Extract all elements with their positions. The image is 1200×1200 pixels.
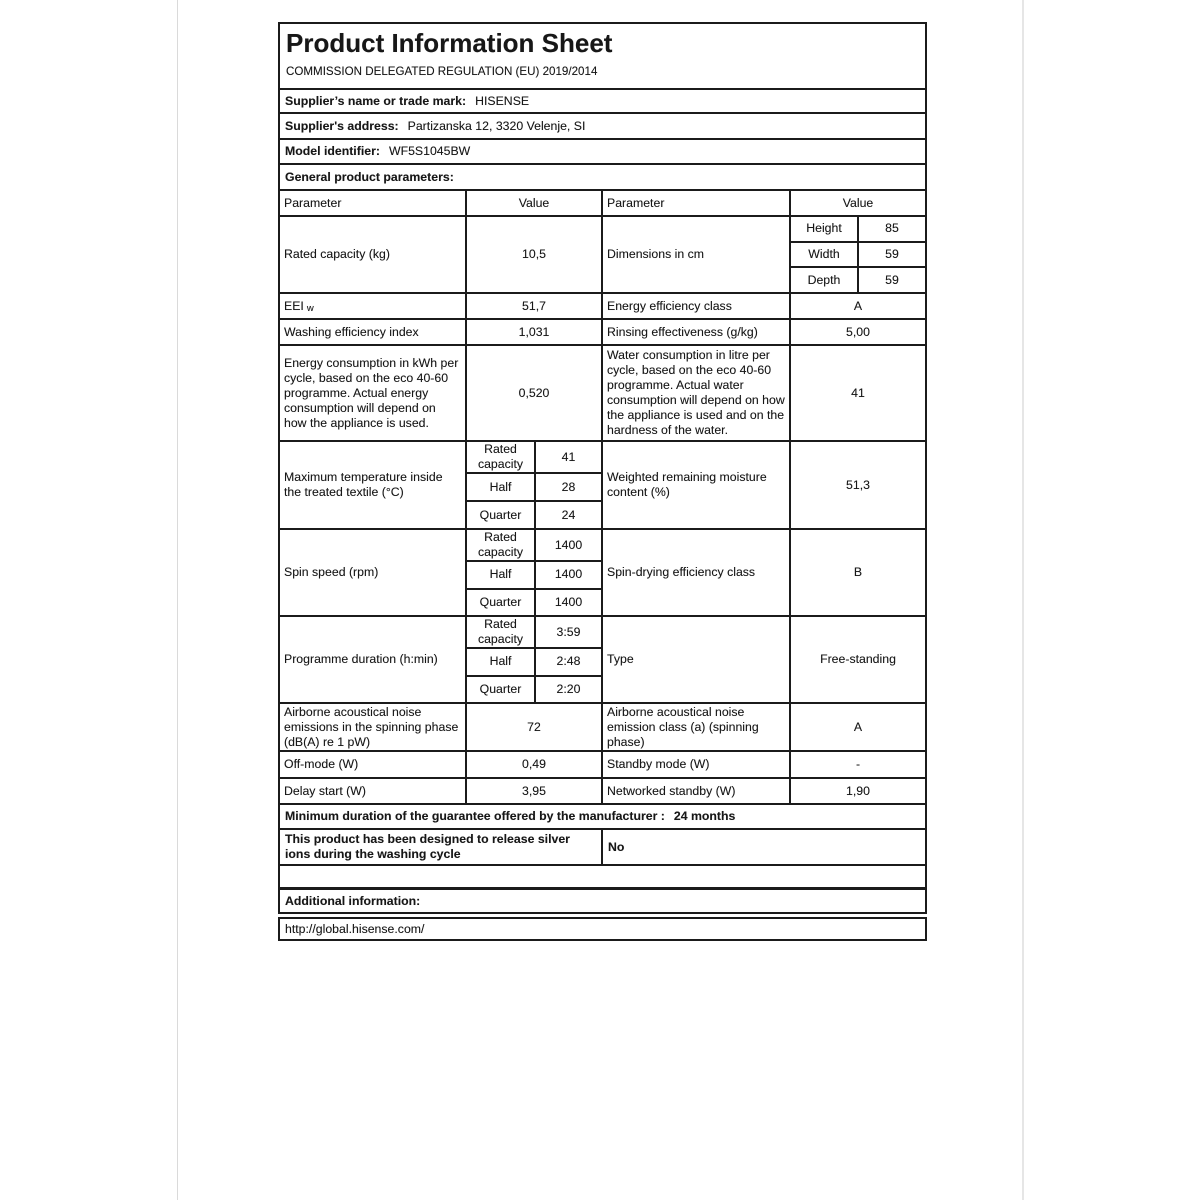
row-delay-start: [280, 779, 925, 805]
col-header-param-right: Parameter: [603, 191, 791, 215]
spin-quarter-value: 1400: [554, 594, 583, 609]
eei-subscript: w: [306, 303, 314, 315]
spin-rated-row: [467, 530, 601, 562]
silver-ions-label: This product has been designed to release silver ions during the washing cycle: [280, 830, 603, 864]
row-airborne-noise: [280, 704, 925, 752]
noise-emissions-value: 72: [467, 704, 603, 750]
col-header-value-left: Value: [467, 191, 603, 215]
energy-class-label: Energy efficiency class: [603, 294, 791, 318]
noise-class-value: A: [853, 719, 863, 734]
general-parameters-label: General product parameters:: [285, 169, 454, 184]
off-mode-value: 0,49: [467, 752, 603, 777]
product-information-sheet: [278, 22, 927, 914]
delay-start-label: Delay start (W): [280, 779, 467, 803]
moisture-content-value: 51,3: [846, 477, 870, 492]
dimensions-label: Dimensions in cm: [603, 217, 791, 292]
dimension-depth-value: 59: [885, 272, 899, 287]
row-washing-efficiency: [280, 320, 925, 346]
energy-consumption-value: 0,520: [467, 346, 603, 440]
max-temp-quarter-label: Quarter: [467, 502, 536, 528]
row-eei: [280, 294, 925, 320]
spin-rated-value: 1400: [554, 537, 583, 552]
col-header-param-left: Parameter: [280, 191, 467, 215]
eei-value: 51,7: [467, 294, 603, 318]
row-max-temperature: [280, 442, 925, 530]
page-title: Product Information Sheet: [286, 28, 613, 58]
moisture-content-label: Weighted remaining moisture content (%): [603, 442, 791, 528]
eei-label: EEI w: [280, 294, 467, 318]
supplier-address-row: [280, 114, 925, 140]
guarantee-value: 24 months: [673, 809, 736, 823]
off-mode-label: Off-mode (W): [280, 752, 467, 777]
type-label: Type: [603, 617, 791, 702]
silver-ions-value: No: [608, 839, 625, 854]
title-row: [280, 24, 925, 90]
noise-emissions-label: Airborne acoustical noise emissions in the spinning phase (dB(A) re 1 pW): [280, 704, 467, 750]
website-url: http://global.hisense.com/: [285, 922, 425, 936]
supplier-name-label: Supplier’s name or trade mark:: [285, 93, 467, 108]
dimension-depth-row: [791, 268, 925, 292]
max-temperature-subtable: [467, 442, 603, 528]
regulation-subtitle: COMMISSION DELEGATED REGULATION (EU) 2019/2014: [286, 65, 598, 79]
guarantee-label: Minimum duration of the guarantee offered by the manufacturer :: [285, 809, 665, 823]
duration-rated-value: 3:59: [556, 624, 581, 639]
spin-quarter-label: Quarter: [467, 590, 536, 616]
max-temp-rated-value: 41: [561, 449, 576, 464]
water-consumption-label: Water consumption in litre per cycle, based on the eco 40-60 programme. Actual water consumption will depend on how the appliance is used and on the hardness of the water.: [603, 346, 791, 440]
row-spin-speed: [280, 530, 925, 617]
energy-class-value: A: [853, 298, 863, 313]
row-energy-water: [280, 346, 925, 442]
dimension-width-value: 59: [885, 247, 899, 261]
spin-speed-subtable: [467, 530, 603, 615]
type-value: Free-standing: [820, 652, 896, 666]
model-identifier-value: WF5S1045BW: [388, 144, 471, 158]
max-temperature-label: Maximum temperature inside the treated textile (°C): [280, 442, 467, 528]
max-temp-quarter-value: 24: [561, 507, 576, 522]
dimension-height-value: 85: [885, 221, 899, 236]
row-off-mode: [280, 752, 925, 779]
dimension-height-label: Height: [791, 217, 859, 241]
title-block: [280, 24, 925, 88]
model-identifier-row: [280, 140, 925, 165]
supplier-name-value: HISENSE: [475, 93, 530, 108]
max-temp-rated-row: [467, 442, 601, 474]
supplier-name-row: [280, 90, 925, 114]
row-additional-info: [280, 890, 925, 912]
networked-standby-label: Networked standby (W): [603, 779, 791, 803]
duration-half-row: [467, 649, 601, 677]
spin-half-row: [467, 562, 601, 590]
noise-class-label: Airborne acoustical noise emission class (a) (spinning phase): [603, 704, 791, 750]
rinsing-effectiveness-value: 5,00: [846, 324, 870, 339]
page-edge-left: [177, 0, 178, 1200]
duration-quarter-row: [467, 677, 601, 703]
spin-speed-label: Spin speed (rpm): [280, 530, 467, 615]
duration-quarter-value: 2:20: [556, 681, 581, 696]
max-temp-half-row: [467, 474, 601, 502]
spin-drying-class-label: Spin-drying efficiency class: [603, 530, 791, 615]
standby-mode-value: -: [855, 757, 861, 771]
page-edge-right: [1022, 0, 1024, 1200]
rinsing-effectiveness-label: Rinsing effectiveness (g/kg): [603, 320, 791, 344]
row-guarantee: [280, 805, 925, 830]
duration-quarter-label: Quarter: [467, 677, 536, 703]
row-programme-duration: [280, 617, 925, 704]
rated-capacity-label: Rated capacity (kg): [280, 217, 467, 292]
additional-info-label: Additional information:: [285, 893, 421, 908]
model-identifier-label: Model identifier:: [285, 144, 380, 158]
row-silver-ions: [280, 830, 925, 866]
programme-duration-label: Programme duration (h:min): [280, 617, 467, 702]
delay-start-value: 3,95: [467, 779, 603, 803]
max-temp-half-value: 28: [561, 479, 576, 494]
dimension-width-row: [791, 243, 925, 269]
general-parameters-row: [280, 165, 925, 191]
website-row: [278, 917, 927, 941]
max-temp-rated-label: Rated capacity: [467, 442, 536, 472]
duration-half-value: 2:48: [556, 654, 581, 669]
spin-quarter-row: [467, 590, 601, 616]
row-rated-capacity: [280, 217, 925, 294]
dimension-height-row: [791, 217, 925, 243]
rated-capacity-value: 10,5: [467, 217, 603, 292]
washing-efficiency-value: 1,031: [467, 320, 603, 344]
standby-mode-label: Standby mode (W): [603, 752, 791, 777]
networked-standby-value: 1,90: [846, 783, 870, 798]
duration-rated-row: [467, 617, 601, 649]
col-header-value-right: Value: [842, 195, 874, 210]
duration-half-label: Half: [467, 649, 536, 675]
column-header-row: [280, 191, 925, 217]
energy-consumption-label: Energy consumption in kWh per cycle, based on the eco 40-60 programme. Actual energy consumption will depend on how the appliance is used.: [280, 346, 467, 440]
empty-row: [280, 866, 925, 890]
supplier-address-value: Partizanska 12, 3320 Velenje, SI: [407, 118, 586, 133]
spin-rated-label: Rated capacity: [467, 530, 536, 560]
duration-rated-label: Rated capacity: [467, 617, 536, 647]
dimension-depth-label: Depth: [791, 268, 859, 292]
spin-half-label: Half: [467, 562, 536, 588]
dimension-width-label: Width: [791, 243, 859, 267]
supplier-address-label: Supplier's address:: [285, 118, 399, 133]
spin-drying-class-value: B: [853, 565, 863, 579]
max-temp-quarter-row: [467, 502, 601, 528]
water-consumption-value: 41: [851, 385, 865, 400]
dimensions-subtable: [791, 217, 925, 292]
washing-efficiency-label: Washing efficiency index: [280, 320, 467, 344]
programme-duration-subtable: [467, 617, 603, 702]
spin-half-value: 1400: [554, 567, 583, 582]
max-temp-half-label: Half: [467, 474, 536, 500]
